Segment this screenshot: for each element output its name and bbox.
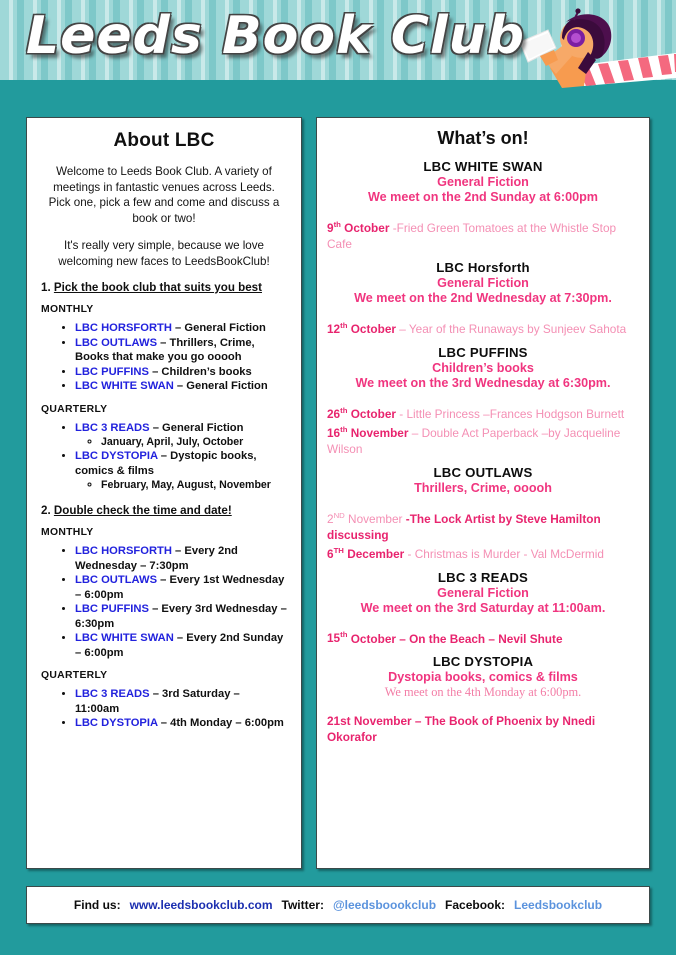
club-description: – Every 2nd Sunday – 6:00pm bbox=[75, 632, 284, 659]
event-listings bbox=[327, 217, 639, 252]
event-listing-month: November bbox=[344, 511, 403, 526]
event-meeting-time: We meet on the 2nd Wednesday at 7:30pm. bbox=[354, 290, 612, 305]
find-us-label: Find us: bbox=[73, 898, 121, 912]
club-list-item bbox=[75, 365, 287, 380]
club-months-list bbox=[75, 478, 287, 492]
club-name[interactable]: LBC WHITE SWAN bbox=[75, 632, 174, 644]
website-link[interactable]: www.leedsbookclub.com bbox=[129, 898, 273, 912]
event-club-name: LBC WHITE SWAN bbox=[423, 159, 543, 174]
club-name[interactable]: LBC PUFFINS bbox=[75, 365, 149, 378]
date-ordinal-suffix: th bbox=[333, 220, 341, 229]
event-listings bbox=[327, 508, 639, 562]
about-panel bbox=[26, 117, 302, 869]
date-ordinal-suffix: th bbox=[340, 405, 348, 415]
club-description: – General Fiction bbox=[149, 421, 244, 434]
event-block bbox=[327, 654, 639, 745]
club-months-item: ◦ January, April, July, October bbox=[101, 435, 287, 449]
event-listing-book: -The Lock Artist by Steve Hamilton discussing bbox=[327, 511, 601, 542]
event-listing-row bbox=[327, 217, 639, 252]
about-heading: About LBC bbox=[113, 130, 215, 151]
club-description: – General Fiction bbox=[171, 322, 266, 334]
club-list-item bbox=[75, 602, 287, 631]
club-list-item bbox=[75, 687, 287, 716]
step-1-monthly-list bbox=[41, 321, 287, 394]
club-list-item bbox=[75, 544, 287, 573]
step-2-quarterly-label: QUARTERLY bbox=[41, 670, 108, 681]
event-listing-row bbox=[327, 508, 639, 543]
club-list-item bbox=[75, 379, 287, 394]
event-block bbox=[327, 159, 639, 252]
event-meeting-time: We meet on the 3rd Saturday at 11:00am. bbox=[360, 600, 606, 615]
step-2-quarterly-list bbox=[41, 687, 287, 731]
event-listing-month: October bbox=[347, 631, 396, 646]
about-paragraph-2: It's really very simple, because we love welcoming new faces to LeedsBookClub! bbox=[58, 239, 270, 268]
event-listing-date: 21st bbox=[327, 714, 351, 729]
event-listing-row bbox=[327, 403, 639, 422]
step-1-quarterly-list bbox=[41, 421, 287, 493]
event-listing-month: December bbox=[343, 546, 405, 561]
event-listing-month: October bbox=[347, 406, 396, 421]
event-listing-date: 16th bbox=[327, 424, 348, 440]
event-block bbox=[327, 465, 639, 562]
event-listing-date: 26th bbox=[327, 405, 348, 421]
footer-panel bbox=[26, 886, 650, 924]
step-2-number: 2. bbox=[41, 504, 51, 517]
date-ordinal-suffix: th bbox=[340, 320, 348, 330]
event-listing-book: – Year of the Runaways by Sunjeev Sahota bbox=[395, 321, 627, 336]
event-genre: Thrillers, Crime, ooooh bbox=[414, 480, 552, 495]
event-genre: General Fiction bbox=[437, 175, 529, 189]
club-description: – Thrillers, Crime, Books that make you go ooooh bbox=[75, 336, 255, 363]
event-club-name: LBC Horsforth bbox=[436, 259, 530, 275]
club-name[interactable]: LBC 3 READS bbox=[75, 688, 150, 700]
club-name[interactable]: LBC DYSTOPIA bbox=[75, 450, 158, 462]
woman-reading-book-icon bbox=[510, 8, 676, 96]
page-header bbox=[0, 0, 676, 103]
event-listing-row bbox=[327, 713, 639, 745]
club-list-item bbox=[75, 321, 287, 336]
event-listing-row bbox=[327, 422, 639, 457]
date-ordinal-suffix: th bbox=[340, 424, 348, 434]
event-listing-date: 12th bbox=[327, 320, 348, 336]
club-name[interactable]: LBC OUTLAWS bbox=[75, 574, 158, 586]
facebook-handle-link[interactable]: Leedsbookclub bbox=[514, 898, 603, 912]
event-block bbox=[327, 260, 639, 337]
club-description: – Dystopic books, comics & films bbox=[75, 450, 257, 477]
event-block bbox=[327, 570, 639, 647]
club-list-item bbox=[75, 631, 287, 660]
event-club-name: LBC 3 READS bbox=[437, 569, 529, 585]
event-listing-book: – On the Beach – Nevil Shute bbox=[395, 631, 563, 646]
club-name[interactable]: LBC WHITE SWAN bbox=[75, 380, 174, 392]
step-1-monthly-label: MONTHLY bbox=[41, 304, 94, 315]
event-club-name: LBC OUTLAWS bbox=[433, 464, 533, 480]
event-listing-book: - Little Princess –Frances Hodgson Burnett bbox=[395, 406, 625, 421]
twitter-label: Twitter: bbox=[281, 898, 324, 912]
event-listing-date: 9th bbox=[327, 220, 341, 235]
club-description: – Every 1st Wednesday – 6:00pm bbox=[75, 574, 285, 601]
date-ordinal-suffix: ND bbox=[333, 510, 345, 520]
event-listing-month: November bbox=[347, 425, 409, 440]
event-listing-month: November bbox=[350, 714, 412, 729]
page-title: Leeds Book Club bbox=[26, 6, 525, 66]
event-listings bbox=[327, 713, 639, 745]
event-genre: Dystopia books, comics & films bbox=[388, 670, 578, 685]
twitter-handle-link[interactable]: @leedsboookclub bbox=[332, 898, 437, 912]
club-name[interactable]: LBC HORSFORTH bbox=[75, 545, 172, 557]
event-listing-month: October bbox=[347, 321, 396, 336]
club-months-list bbox=[75, 435, 287, 449]
club-months-item: ◦ February, May, August, November bbox=[101, 478, 287, 492]
whats-on-panel bbox=[316, 117, 650, 869]
club-name[interactable]: LBC 3 READS bbox=[75, 421, 150, 434]
event-listing-date: 6TH bbox=[327, 545, 344, 561]
event-listing-book: – Double Act Paperback –by Jacqueline Wilson bbox=[327, 425, 621, 456]
club-description: – 4th Monday – 6:00pm bbox=[157, 717, 284, 729]
event-club-name: LBC DYSTOPIA bbox=[432, 654, 534, 670]
event-listing-date: 15th bbox=[327, 630, 348, 646]
event-genre: Children’s books bbox=[432, 360, 534, 375]
club-description: – Children’s books bbox=[148, 365, 252, 378]
step-1-text: Pick the book club that suits you best bbox=[53, 281, 262, 294]
step-2-monthly-list bbox=[41, 544, 287, 660]
club-description: – General Fiction bbox=[173, 380, 268, 392]
step-1-heading bbox=[41, 281, 287, 294]
step-2-heading bbox=[41, 504, 287, 517]
club-name[interactable]: LBC HORSFORTH bbox=[75, 322, 172, 334]
club-list-item bbox=[75, 573, 287, 602]
footer-contact-row bbox=[27, 887, 649, 923]
club-description: – Every 3rd Wednesday – 6:30pm bbox=[75, 603, 287, 630]
event-listings bbox=[327, 628, 639, 647]
event-listing-book: – The Book of Phoenix by Nnedi Okorafor bbox=[327, 714, 596, 745]
event-club-name: LBC PUFFINS bbox=[438, 344, 528, 360]
event-meeting-time: We meet on the 3rd Wednesday at 6:30pm. bbox=[355, 375, 611, 390]
event-listing-book: - Christmas is Murder - Val McDermid bbox=[404, 546, 604, 561]
club-name[interactable]: LBC DYSTOPIA bbox=[75, 717, 158, 729]
date-ordinal-suffix: TH bbox=[333, 545, 344, 555]
event-listing-row bbox=[327, 628, 639, 647]
event-genre: General Fiction bbox=[437, 585, 529, 600]
event-listing-row bbox=[327, 543, 639, 562]
step-1-quarterly-label: QUARTERLY bbox=[41, 403, 108, 415]
event-listing-book: -Fried Green Tomatoes at the Whistle Stop Cafe bbox=[327, 220, 617, 251]
club-list-item bbox=[75, 716, 287, 731]
event-genre: General Fiction bbox=[437, 275, 529, 290]
club-name[interactable]: LBC PUFFINS bbox=[75, 603, 149, 615]
club-list-item bbox=[75, 336, 287, 365]
event-listings bbox=[327, 403, 639, 457]
club-description: – 3rd Saturday – 11:00am bbox=[75, 688, 240, 715]
date-ordinal-suffix: th bbox=[340, 630, 348, 640]
facebook-label: Facebook: bbox=[445, 898, 506, 912]
step-2-monthly-label: MONTHLY bbox=[41, 527, 94, 538]
club-name[interactable]: LBC OUTLAWS bbox=[75, 336, 158, 349]
event-listings bbox=[327, 318, 639, 337]
club-list-item bbox=[75, 421, 287, 450]
event-listing-date: 2ND bbox=[327, 510, 345, 526]
step-1-number: 1. bbox=[41, 281, 51, 294]
events-list bbox=[327, 159, 639, 745]
club-list-item bbox=[75, 449, 287, 492]
event-listing-row bbox=[327, 318, 639, 337]
event-listing-month: October bbox=[340, 220, 390, 235]
event-meeting-time: We meet on the 4th Monday at 6:00pm. bbox=[384, 685, 582, 700]
step-2-text: Double check the time and date! bbox=[53, 504, 232, 517]
club-description: – Every 2nd Wednesday – 7:30pm bbox=[75, 545, 238, 572]
event-meeting-time: We meet on the 2nd Sunday at 6:00pm bbox=[367, 190, 598, 204]
event-block bbox=[327, 345, 639, 457]
about-paragraph-1: Welcome to Leeds Book Club. A variety of meetings in fantastic venues across Leeds. Pick one, pick a few and come and discuss a book or two! bbox=[48, 165, 280, 225]
whats-on-heading: What’s on! bbox=[437, 128, 529, 148]
